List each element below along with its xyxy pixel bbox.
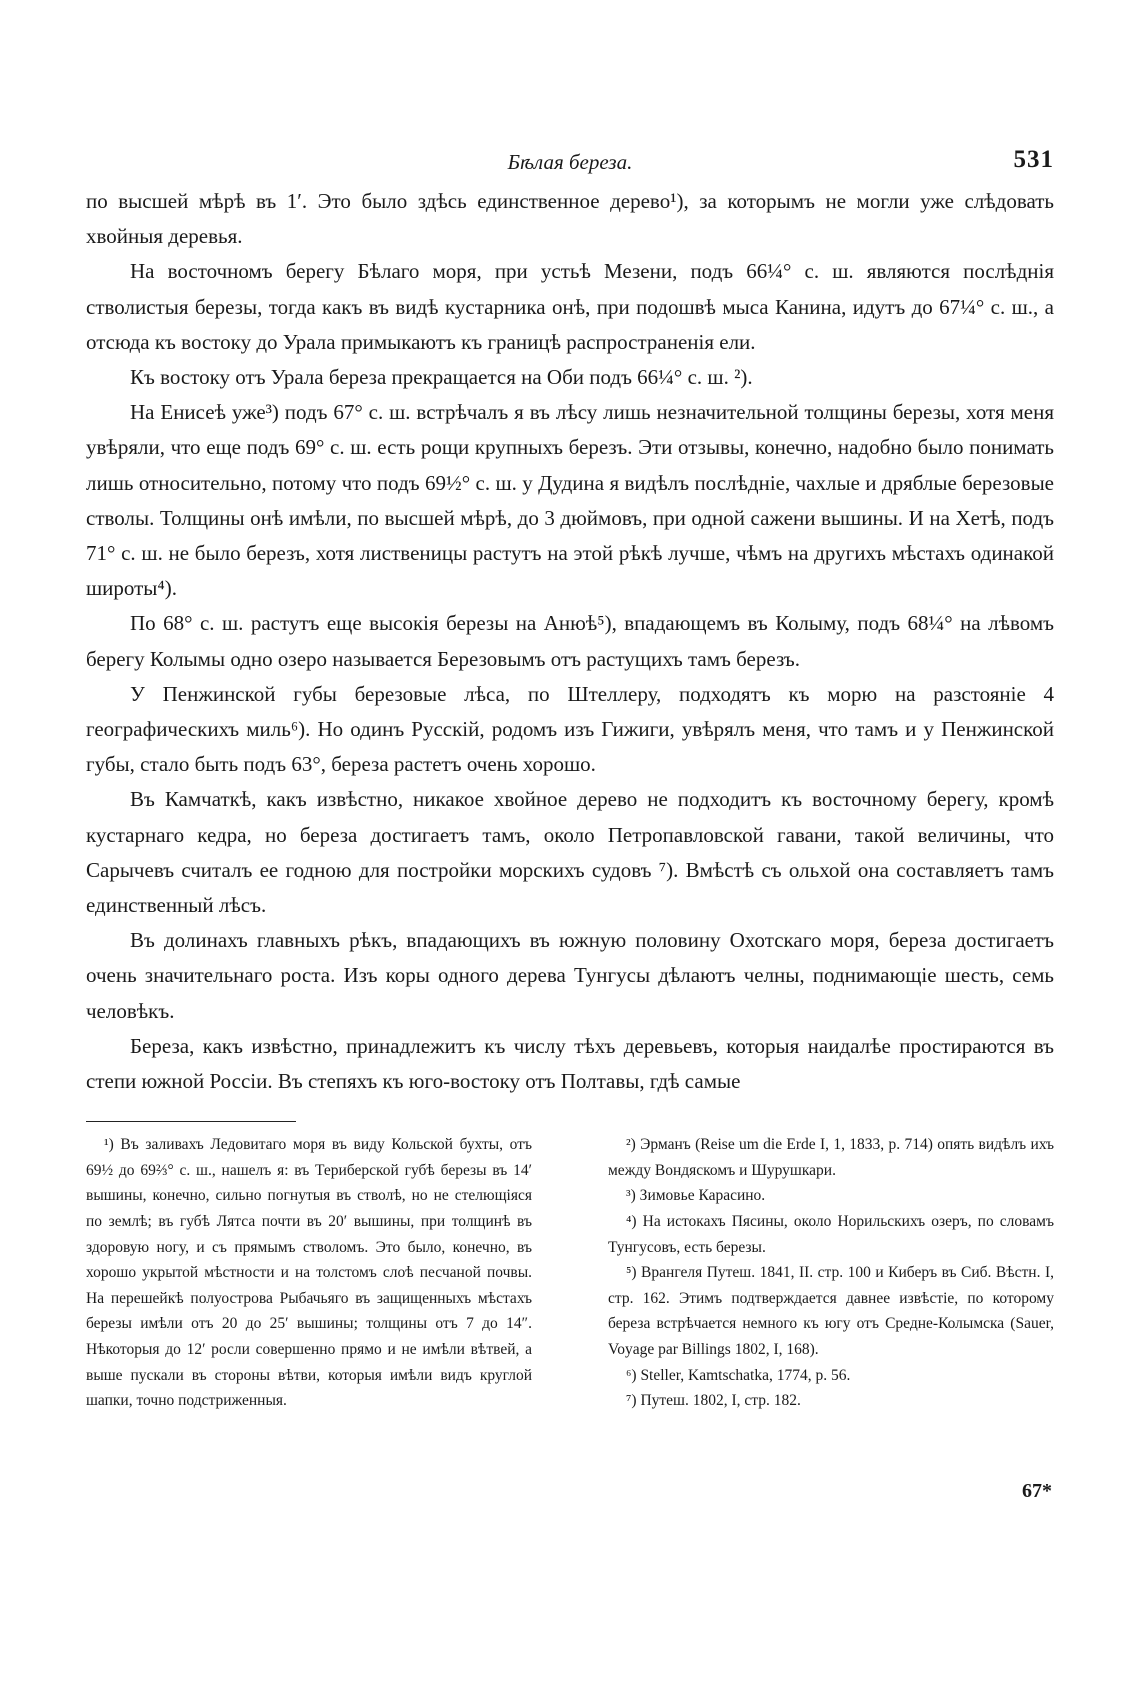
footnote-divider [86,1121,296,1122]
paragraph: по высшей мѣрѣ въ 1′. Это было здѣсь единственное дерево¹), за которымъ не могли уже слѣдовать хвойныя деревья. [86,189,1054,249]
footnote: ²) Эрманъ (Reise um die Erde I, 1, 1833, p. 714) опять видѣлъ ихъ между Вондяскомъ и Шурушкари. [608,1136,1054,1179]
page [86,140,1054,1414]
paragraph: Въ Камчаткѣ, какъ извѣстно, никакое хвойное дерево не подходитъ къ восточному берегу, кромѣ кустарнаго кедра, но береза достигаетъ тамъ, около Петропавловской гавани, такой величины, что Сарычевъ считалъ ее годною для постройки морскихъ судовъ ⁷). Вмѣстѣ съ ольхой она составляетъ тамъ единственный лѣсъ. [86,787,1054,918]
paragraph: Береза, какъ извѣстно, принадлежитъ къ числу тѣхъ деревьевъ, которыя наидалѣе простираются въ степи южной Россіи. Въ степяхъ къ юго-востоку отъ Полтавы, гдѣ самые [86,1033,1054,1094]
footnote: ⁴) На истокахъ Пясины, около Норильскихъ озеръ, по словамъ Тунгусовъ, есть березы. [608,1213,1054,1256]
paragraph: Въ долинахъ главныхъ рѣкъ, впадающихъ въ южную половину Охотскаго моря, береза достигаетъ очень значительнаго роста. Изъ коры одного дерева Тунгусы дѣлаютъ челны, поднимающіе шесть, семь человѣкъ. [86,928,1054,1023]
paragraph: На Енисеѣ уже³) подъ 67° с. ш. встрѣчалъ я въ лѣсу лишь незначительной толщины березы, хотя меня увѣряли, что еще подъ 69° с. ш. есть рощи крупныхъ березъ. Эти отзывы, конечно, надобно было понимать лишь относительно, потому что подъ 69½° с. ш. у Дудина я видѣлъ послѣдніе, чахлые и дряблые березовые стволы. Толщины онѣ имѣли, по высшей мѣрѣ, до 3 дюймовъ, при одной сажени вышины. И на Хетѣ, подъ 71° с. ш. не было березъ, хотя лиственицы растутъ на этой рѣкѣ лучше, чѣмъ на другихъ мѣстахъ одинакой широты⁴). [86,400,1054,601]
signature-mark: 67* [1022,1480,1052,1502]
running-title: Бѣлая береза. [507,150,633,174]
footnote: ³) Зимовье Карасино. [626,1187,766,1205]
paragraph: Къ востоку отъ Урала береза прекращается на Оби подъ 66¼° с. ш. ²). [130,365,753,390]
footnotes [86,1132,1054,1414]
paragraph: У Пенжинской губы березовые лѣса, по Штеллеру, подходятъ къ морю на разстояніе 4 географическихъ миль⁶). Но одинъ Русскій, родомъ изъ Гижиги, увѣрялъ меня, что тамъ и у Пенжинской губы, стало быть подъ 63°, береза растетъ очень хорошо. [86,681,1054,777]
footnote: ⁵) Врангеля Путеш. 1841, II. стр. 100 и Киберъ въ Сиб. Вѣстн. I, стр. 162. Этимъ подтверждается давнее извѣстіе, по которому береза встрѣчается немного къ югу отъ Средне-Колымска (Sauer, Voyage par Billings 1802, I, 168). [608,1264,1054,1359]
paragraph: На восточномъ берегу Бѣлаго моря, при устьѣ Мезени, подъ 66¼° с. ш. являются послѣднія стволистыя березы, тогда какъ въ видѣ кустарника онѣ, при подошвѣ мыса Канина, идутъ до 67¼° с. ш., а отсюда къ востоку до Урала примыкаютъ къ границѣ распространенія ели. [86,259,1054,354]
page-header [86,140,1054,184]
footnote: ⁶) Steller, Kamtschatka, 1774, p. 56. [626,1366,851,1384]
footnotes-right-column [608,1132,1054,1414]
paragraph: По 68° с. ш. растутъ еще высокія березы на Анюѣ⁵), впадающемъ въ Колыму, подъ 68¼° на лѣвомъ берегу Колымы одно озеро называется Березовымъ отъ растущихъ тамъ березъ. [86,611,1054,671]
footnotes-left-column [86,1132,532,1414]
footnote: ¹) Въ заливахъ Ледовитаго моря въ виду Кольской бухты, отъ 69½ до 69⅔° с. ш., нашелъ я: въ Териберской губѣ березы въ 14′ вышины, конечно, сильно погнутыя въ стволѣ, но не стелющіяся по землѣ; въ губѣ Лятса почти въ 20′ вышины, при толщинѣ въ здоровую ногу, и съ прямымъ стволомъ. Это было, конечно, въ хорошо укрытой мѣстности и на толстомъ слоѣ песчаной почвы. На перешейкѣ полуострова Рыбачьяго въ защищенныхъ мѣстахъ березы имѣли отъ 20 до 25′ вышины; толщины отъ 7 до 14″. Нѣкоторыя до 12′ росли совершенно прямо и не имѣли вѣтвей, а выше пускали въ стороны вѣтви, которыя имѣли видъ круглой шапки, точно подстриженныя. [86,1136,532,1410]
page-number: 531 [1013,146,1054,173]
body-text [86,184,1054,1099]
footnote: ⁷) Путеш. 1802, I, стр. 182. [626,1392,801,1410]
